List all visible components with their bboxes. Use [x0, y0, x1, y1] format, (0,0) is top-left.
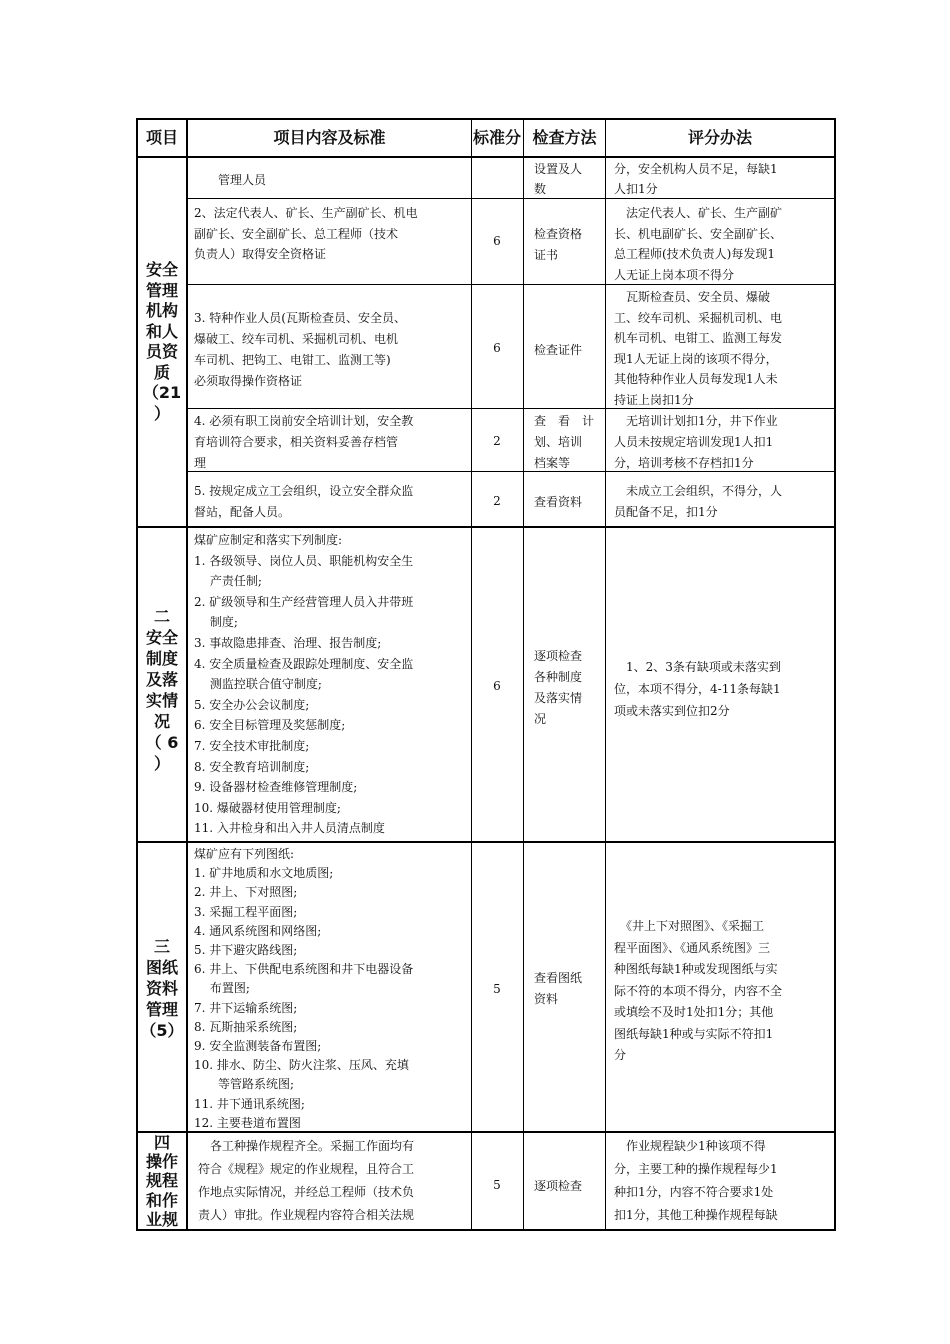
section-method: 逐项检查 [534, 1179, 583, 1193]
row-method: 设置及人 数 [534, 162, 583, 196]
row-method: 检查证件 [534, 343, 583, 357]
section-method: 查看图纸 资料 [534, 971, 583, 1006]
row-grading: 分，安全机构人员不足，每缺1 人扣1分 [614, 162, 778, 196]
column-divider-score [471, 118, 472, 1231]
section-grading: 《井上下对照图》、《采掘工 程平面图》、《通风系统图》三 种图纸每缺1种或发现图纸与实 际不符的本项不得分，内容不全 或填绘不及时1处扣1分；其他 图纸每缺1种或与实际不符扣1 分 [614, 919, 783, 1062]
section-divider-1 [136, 526, 836, 528]
section-content: 煤矿应有下列图纸: 1. 矿井地质和水文地质图; 2. 井上、下对照图; 3. 采掘工程平面图; 4. 通风系统图和网络图; 5. 井下避灾路线图; 6. 井上、下供配电系统图和井下电器设备 布置图; 7. 井下运输系统图; 8. 瓦斯抽采系统图; 9. 安全监测装备布置图; 10. 排水、防尘、防火注浆、压风、充填 等管路系统图; 11. 井下通讯系统图; 12. 主要巷道布置图 [194, 847, 414, 1130]
table-border-right [834, 118, 836, 1231]
section-label-safety-rules: 二 安全 制度 及落 实情 况 （ 6 ） [145, 607, 179, 773]
section-method: 逐项检查 各种制度 及落实情 况 [534, 649, 583, 726]
section-label-drawings: 三 图纸 资料 管理 （5） [140, 937, 184, 1040]
section-score: 5 [493, 1178, 501, 1192]
header-method: 检查方法 [532, 128, 597, 147]
row-content: 5. 按规定成立工会组织，设立安全群众监 督站，配备人员。 [194, 484, 414, 519]
column-divider-grading [605, 118, 606, 1231]
row-score: 2 [493, 494, 501, 508]
section-label-personnel: 安全 管理 机构 和人 员资 质 （21 ） [142, 260, 182, 423]
section-score: 6 [493, 679, 501, 693]
row-score: 6 [493, 234, 501, 248]
column-divider-item [186, 118, 188, 1231]
table-border-bottom [136, 1229, 836, 1231]
section-grading: 1、2、3条有缺项或未落实到 位，本项不得分，4-11条每缺1 项或未落实到位扣2分 [614, 660, 781, 718]
section-divider-2 [136, 841, 836, 843]
section-grading: 作业规程缺少1种该项不得 分，主要工种的操作规程每少1 种扣1分，内容不符合要求1处 扣1分，其他工种操作规程每缺 [614, 1139, 778, 1222]
row-method: 检查资格 证书 [534, 227, 583, 262]
section-label-operating-rules: 四 操作 规程 和作 业规 [145, 1133, 178, 1229]
header-divider [136, 156, 836, 158]
row-grading: 法定代表人、矿长、生产副矿 长、机电副矿长、安全副矿长、 总工程师(技术负责人)每发现1 人无证上岗本项不得分 [614, 206, 783, 282]
header-item: 项目 [145, 128, 178, 147]
row-method: 查 看 计 划、培训 档案等 [534, 414, 595, 470]
row-grading: 无培训计划扣1分，井下作业 人员未按规定培训发现1人扣1 分，培训考核不存档扣1分 [614, 414, 778, 470]
section-score: 5 [493, 982, 501, 996]
row-grading: 未成立工会组织，不得分，人 员配备不足，扣1分 [614, 484, 783, 519]
table-border-left [136, 118, 138, 1231]
row-method: 查看资料 [534, 495, 583, 509]
row-content: 4. 必须有职工岗前安全培训计划，安全教 育培训符合要求，相关资料妥善存档管 理 [194, 414, 414, 470]
row-score: 6 [493, 341, 501, 355]
row-grading: 瓦斯检查员、安全员、爆破 工、绞车司机、采掘机司机、电 机车司机、电钳工、监测工每发 现1人无证上岗的该项不得分， 其他特种作业人员每发现1人未 持证上岗扣1分 [614, 290, 783, 407]
header-content: 项目内容及标准 [273, 128, 386, 147]
row-content: 2、法定代表人、矿长、生产副矿长、机电 副矿长、安全副矿长、总工程师（技术 负责人）取得安全资格证 [194, 206, 418, 261]
row-score: 2 [493, 434, 501, 448]
header-score: 标准分 [472, 128, 521, 147]
row-content: 管理人员 [218, 173, 267, 187]
column-divider-method [523, 118, 524, 1231]
header-grading: 评分办法 [687, 128, 752, 147]
section-content: 煤矿应制定和落实下列制度: 1. 各级领导、岗位人员、职能机构安全生 产责任制; 2. 矿级领导和生产经营管理人员入井带班 制度; 3. 事故隐患排查、治理、报告制度; 4. 安全质量检查及跟踪处理制度、安全监 测监控联合值守制度; 5. 安全办公会议制度; 6. 安全目标管理及奖惩制度; 7. 安全技术审批制度; 8. 安全教育培训制度; 9. 设备器材检查维修管理制度; 10. 爆破器材使用管理制度; 11. 入井检身和出入井人员清点制度 [194, 533, 414, 836]
row-content: 3. 特种作业人员(瓦斯检查员、安全员、 爆破工、绞车司机、采掘机司机、电机 车司机、把钩工、电钳工、监测工等) 必须取得操作资格证 [194, 311, 406, 388]
section-content: 各工种操作规程齐全。采掘工作面均有 符合《规程》规定的作业规程，且符合工 作地点实际情况，并经总工程师（技术负 责人）审批。作业规程内容符合相关法规 [198, 1139, 415, 1222]
